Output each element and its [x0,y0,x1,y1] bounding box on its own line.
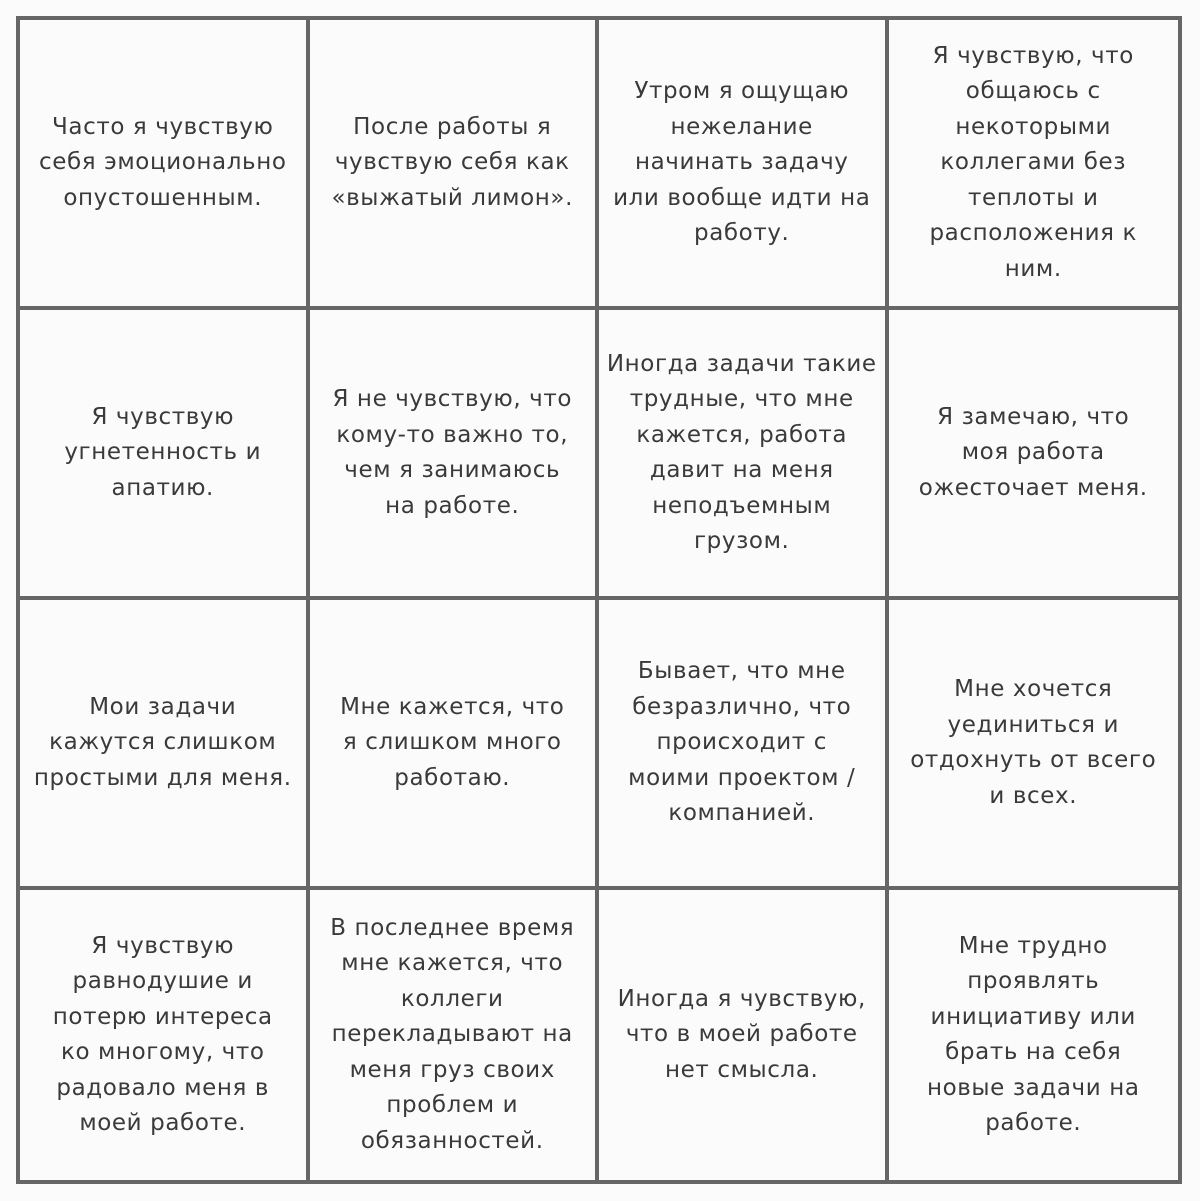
card-text: После работы я чувствую себя как «выжатый лимон». [331,113,573,211]
card-want-to-be-alone [889,600,1179,890]
card-text: В последнее время мне кажется, что коллеги перекладывают на меня груз своих проблем и обязанностей. [330,914,575,1154]
card-lost-interest [20,890,310,1180]
card-text: Я чувствую, что общаюсь с некоторыми коллегами без теплоты и расположения к ним. [929,42,1138,282]
card-text: Мои задачи кажутся слишком простыми для меня. [33,693,292,791]
card-squeezed-lemon [310,20,600,310]
card-morning-reluctance [599,20,889,310]
card-text: Я замечаю, что моя работа ожесточает меня. [918,403,1148,501]
burnout-bingo-grid [16,16,1182,1184]
card-text: Утром я ощущаю нежелание начинать задачу или вообще идти на работу. [613,78,871,247]
card-text: Иногда задачи такие трудные, что мне кажется, работа давит на меня неподъемным грузом. [606,350,877,554]
card-no-meaning [599,890,889,1180]
card-text: Я чувствую угнетенность и апатию. [64,403,262,501]
card-work-hardens-me [889,310,1179,600]
card-hard-to-take-initiative [889,890,1179,1180]
card-text: Мне кажется, что я слишком много работаю. [340,693,565,791]
card-tasks-too-hard [599,310,889,600]
card-indifferent-to-company [599,600,889,890]
card-text: Я не чувствую, что кому-то важно то, чем я занимаюсь на работе. [332,386,573,519]
card-work-not-valued [310,310,600,600]
card-text: Мне трудно проявлять инициативу или брать на себя новые задачи на работе. [926,932,1140,1136]
card-depression-apathy [20,310,310,600]
card-working-too-much [310,600,600,890]
card-colleagues-shift-burden [310,890,600,1180]
card-text: Иногда я чувствую, что в моей работе нет смысла. [617,985,866,1083]
card-tasks-too-simple [20,600,310,890]
card-text: Мне хочется уединиться и отдохнуть от всего и всех. [910,676,1157,809]
card-text: Бывает, что мне безразлично, что происходит с моими проектом / компанией. [628,658,856,827]
card-text: Я чувствую равнодушие и потерю интереса ко многому, что радовало меня в моей работе. [52,932,273,1136]
card-text: Часто я чувствую себя эмоционально опустошенным. [38,113,287,211]
card-emotionally-drained [20,20,310,310]
card-cold-with-colleagues [889,20,1179,310]
